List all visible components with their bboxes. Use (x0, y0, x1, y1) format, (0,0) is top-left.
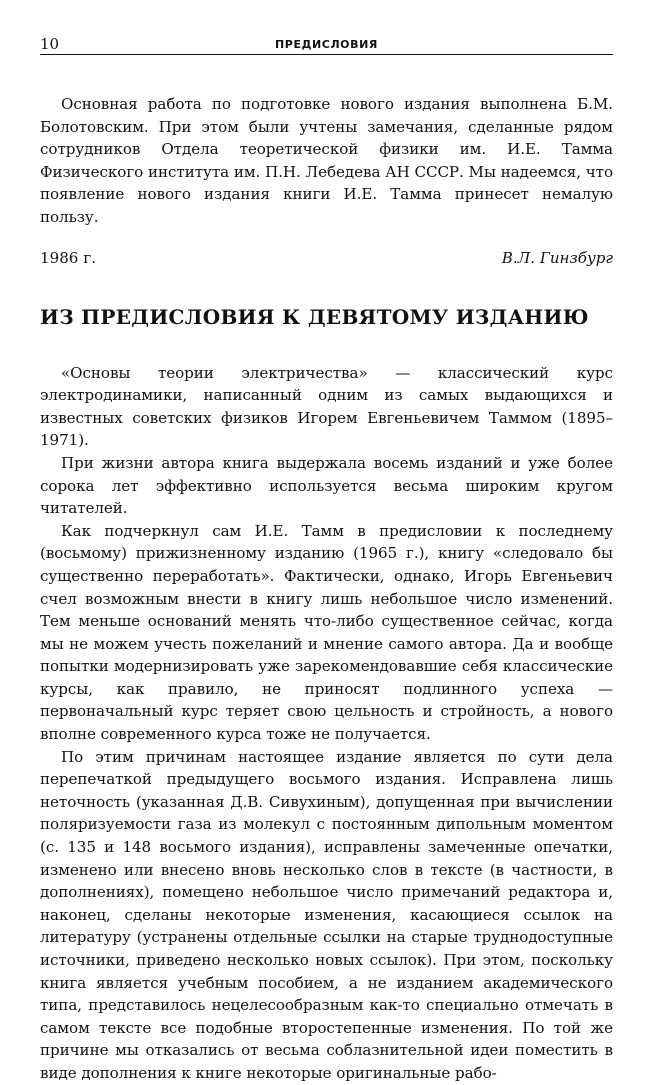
body-paragraph: При жизни автора книга выдержала восемь изданий и уже более сорока лет эффективно используется весьма широким кругом читателей. (40, 453, 613, 518)
preface-date: 1986 г. (40, 248, 96, 267)
book-page (40, 28, 613, 1085)
body-paragraph: «Основы теории электричества» — классический курс электродинамики, написанный одним из самых выдающихся и известных советских физиков Игорем Евгеньевичем Таммом (1895–1971). (40, 363, 613, 450)
signature-row (40, 247, 613, 269)
body-paragraph: Как подчеркнул сам И.Е. Тамм в предисловии к последнему (восьмому) прижизненному изданию (1965 г.), книгу «следовало бы существенно переработать». Фактически, однако, Игорь Евгеньевич счел возможным внести в книгу лишь небольшое число изменений. Тем меньше оснований менять что-либо существенное сейчас, когда мы не можем учесть пожеланий и мнение самого автора. Да и вообще попытки модернизировать уже зарекомендовавшие себя классические курсы, как правило, не приносят подлинного успеха — первоначальный курс теряет свою цельность и стройность, а нового вполне современного курса тоже не получается. (40, 521, 613, 744)
running-title: ПРЕДИСЛОВИЯ (274, 38, 378, 51)
page-number: 10 (40, 35, 60, 53)
intro-paragraph: Основная работа по подготовке нового издания выполнена Б.М. Болотовским. При этом были учтены замечания, сделанные рядом сотрудников Отдела теоретической физики им. И.Е. Тамма Физического института им. П.Н. Лебедева АН СССР. Мы надеемся, что появление нового издания книги И.Е. Тамма принесет немалую пользу. (40, 95, 613, 226)
body-paragraph: По этим причинам настоящее издание является по сути дела перепечаткой предыдущего восьмого издания. Исправлена лишь неточность (указанная Д.В. Сивухиным), допущенная при вычислении поляризуемости газа из молекул с постоянным дипольным моментом (с. 135 и 148 восьмого издания), исправлены замеченные опечатки, изменено или внесено вновь несколько слов в тексте (в частности, в дополнениях), помещено небольшое число примечаний редактора и, наконец, сделаны некоторые изменения, касающиеся ссылок на литературу (устранены отдельные ссылки на старые труднодоступные источники, приведено несколько новых ссылок). При этом, поскольку книга является учебным пособием, а не изданием академического типа, представилось нецелесообразным как-то специально отмечать в самом тексте все подобные второстепенные изменения. По той же причине мы отказались от весьма соблазнительной идеи поместить в виде дополнения к книге некоторые оригинальные рабо- (40, 747, 613, 1082)
running-header (40, 28, 613, 55)
section-heading: ИЗ ПРЕДИСЛОВИЯ К ДЕВЯТОМУ ИЗДАНИЮ (40, 304, 589, 329)
preface-author: В.Л. Гинзбург (501, 248, 613, 267)
